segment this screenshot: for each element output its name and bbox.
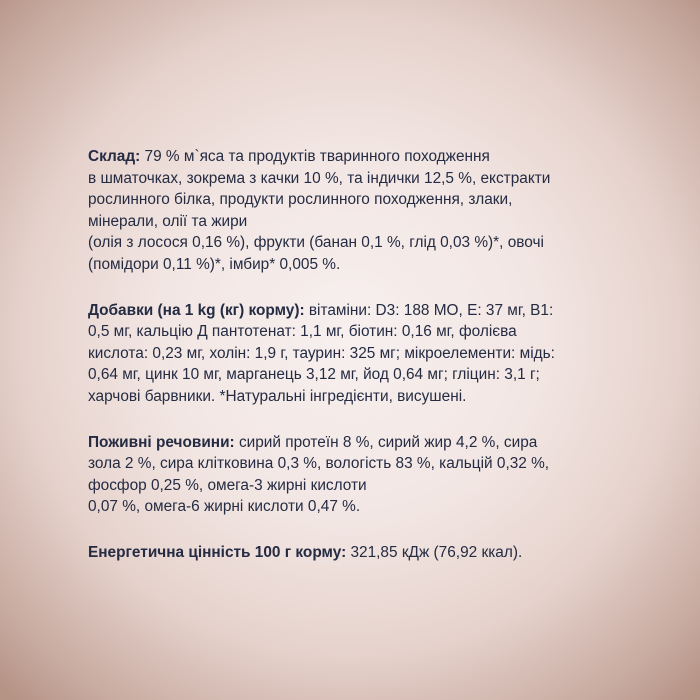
nutrients-line-4: 0,07 %, омега-6 жирні кислоти 0,47 %.: [88, 498, 361, 516]
composition-line-3: рослинного білка, продукти рослинного походження, злаки,: [88, 191, 513, 209]
additives-label: Добавки (на 1 kg (кг) корму):: [88, 301, 305, 319]
energy-section: [88, 542, 628, 564]
additives-text: вітаміни: D3: 188 МО, E: 37 мг, B1:: [304, 301, 554, 319]
additives-line-3: кислота: 0,23 мг, холін: 1,9 г, таурин: 325 мг; мікроелементи: мідь:: [88, 344, 555, 362]
nutrients-label: Поживні речовини:: [88, 433, 235, 451]
energy-text: 321,85 кДж (76,92 ккал).: [346, 543, 523, 561]
nutrients-text: сирий протеїн 8 %, сирий жир 4,2 %, сира: [234, 433, 538, 451]
additives-section: [88, 300, 628, 408]
composition-line-1: [88, 146, 628, 168]
energy-line-1: [88, 542, 628, 564]
additives-line-1: [88, 300, 628, 322]
additives-line-4: 0,64 мг, цинк 10 мг, марганець 3,12 мг, йод 0,64 мг; гліцин: 3,1 г;: [88, 366, 540, 384]
nutrients-line-3: фосфор 0,25 %, омега-3 жирні кислоти: [88, 476, 367, 494]
composition-section: [88, 146, 628, 276]
composition-line-5: (олія з лосося 0,16 %), фрукти (банан 0,1 %, глід 0,03 %)*, овочі: [88, 234, 544, 252]
additives-line-5: харчові барвники. *Натуральні інгредієнти, висушені.: [88, 387, 467, 405]
nutrients-line-1: [88, 432, 628, 454]
composition-text: 79 % м`яса та продуктів тваринного походження: [140, 148, 490, 165]
composition-line-4: мінерали, олії та жири: [88, 212, 248, 230]
composition-label: Склад:: [88, 148, 141, 165]
additives-line-2: 0,5 мг, кальцію Д пантотенат: 1,1 мг, біотин: 0,16 мг, фолієва: [88, 323, 517, 341]
energy-label: Енергетична цінність 100 г корму:: [88, 543, 347, 561]
composition-line-6: (помідори 0,11 %)*, імбир* 0,005 %.: [88, 255, 341, 273]
nutrients-section: [88, 432, 628, 518]
nutrients-line-2: зола 2 %, сира клітковина 0,3 %, вологість 83 %, кальцій 0,32 %,: [88, 455, 550, 473]
product-info-text: [88, 146, 628, 588]
composition-line-2: в шматочках, зокрема з качки 10 %, та індички 12,5 %, екстракти: [88, 169, 551, 187]
